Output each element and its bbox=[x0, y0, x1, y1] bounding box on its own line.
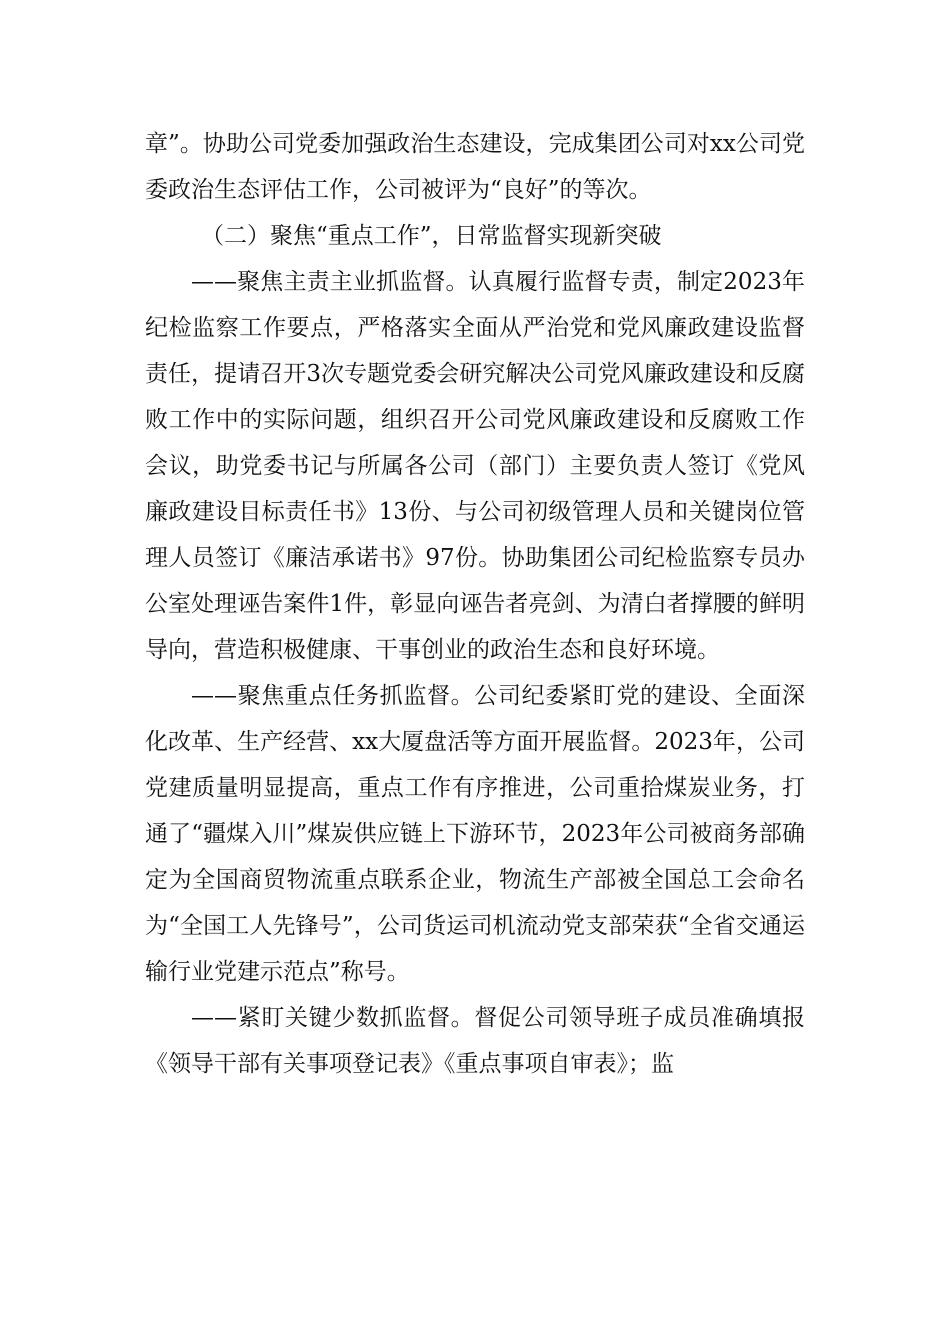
paragraph-key-minority: ——紧盯关键少数抓监督。督促公司领导班子成员准确填报《领导干部有关事项登记表》《重点事项自审表》；监 bbox=[145, 1005, 805, 1077]
section-heading: （二）聚焦“重点工作”，日常监督实现新突破 bbox=[201, 223, 662, 249]
paragraph-main-duty: ——聚焦主责主业抓监督。认真履行监督专责，制定2023年纪检监察工作要点，严格落实全面从严治党和党风廉政建设监督责任，提请召开3次专题党委会研究解决公司党风廉政建设和反腐败工作中的实际问题，组织召开公司党风廉政建设和反腐败工作会议，助党委书记与所属各公司（部门）主要负责人签订《党风廉政建设目标责任书》13份、与公司初级管理人员和关键岗位管理人员签订《廉洁承诺书》97份。协助集团公司纪检监察专员办公室处理诬告案件1件，彰显向诬告者亮剑、为清白者撑腰的鲜明导向，营造积极健康、干事创业的政治生态和良好环境。 bbox=[145, 269, 805, 663]
paragraph-key-tasks: ——聚焦重点任务抓监督。公司纪委紧盯党的建设、全面深化改革、生产经营、xx大厦盘活等方面开展监督。2023年，公司党建质量明显提高，重点工作有序推进，公司重拾煤炭业务，打通了“疆煤入川”煤炭供应链上下游环节，2023年公司被商务部确定为全国商贸物流重点联系企业，物流生产部被全国总工会命名为“全国工人先锋号”，公司货运司机流动党支部荣获“全省交通运输行业党建示范点”称号。 bbox=[145, 683, 805, 985]
document-page bbox=[145, 121, 805, 1087]
paragraph-continuation: 章”。协助公司党委加强政治生态建设，完成集团公司对xx公司党委政治生态评估工作，公司被评为“良好”的等次。 bbox=[145, 131, 805, 203]
